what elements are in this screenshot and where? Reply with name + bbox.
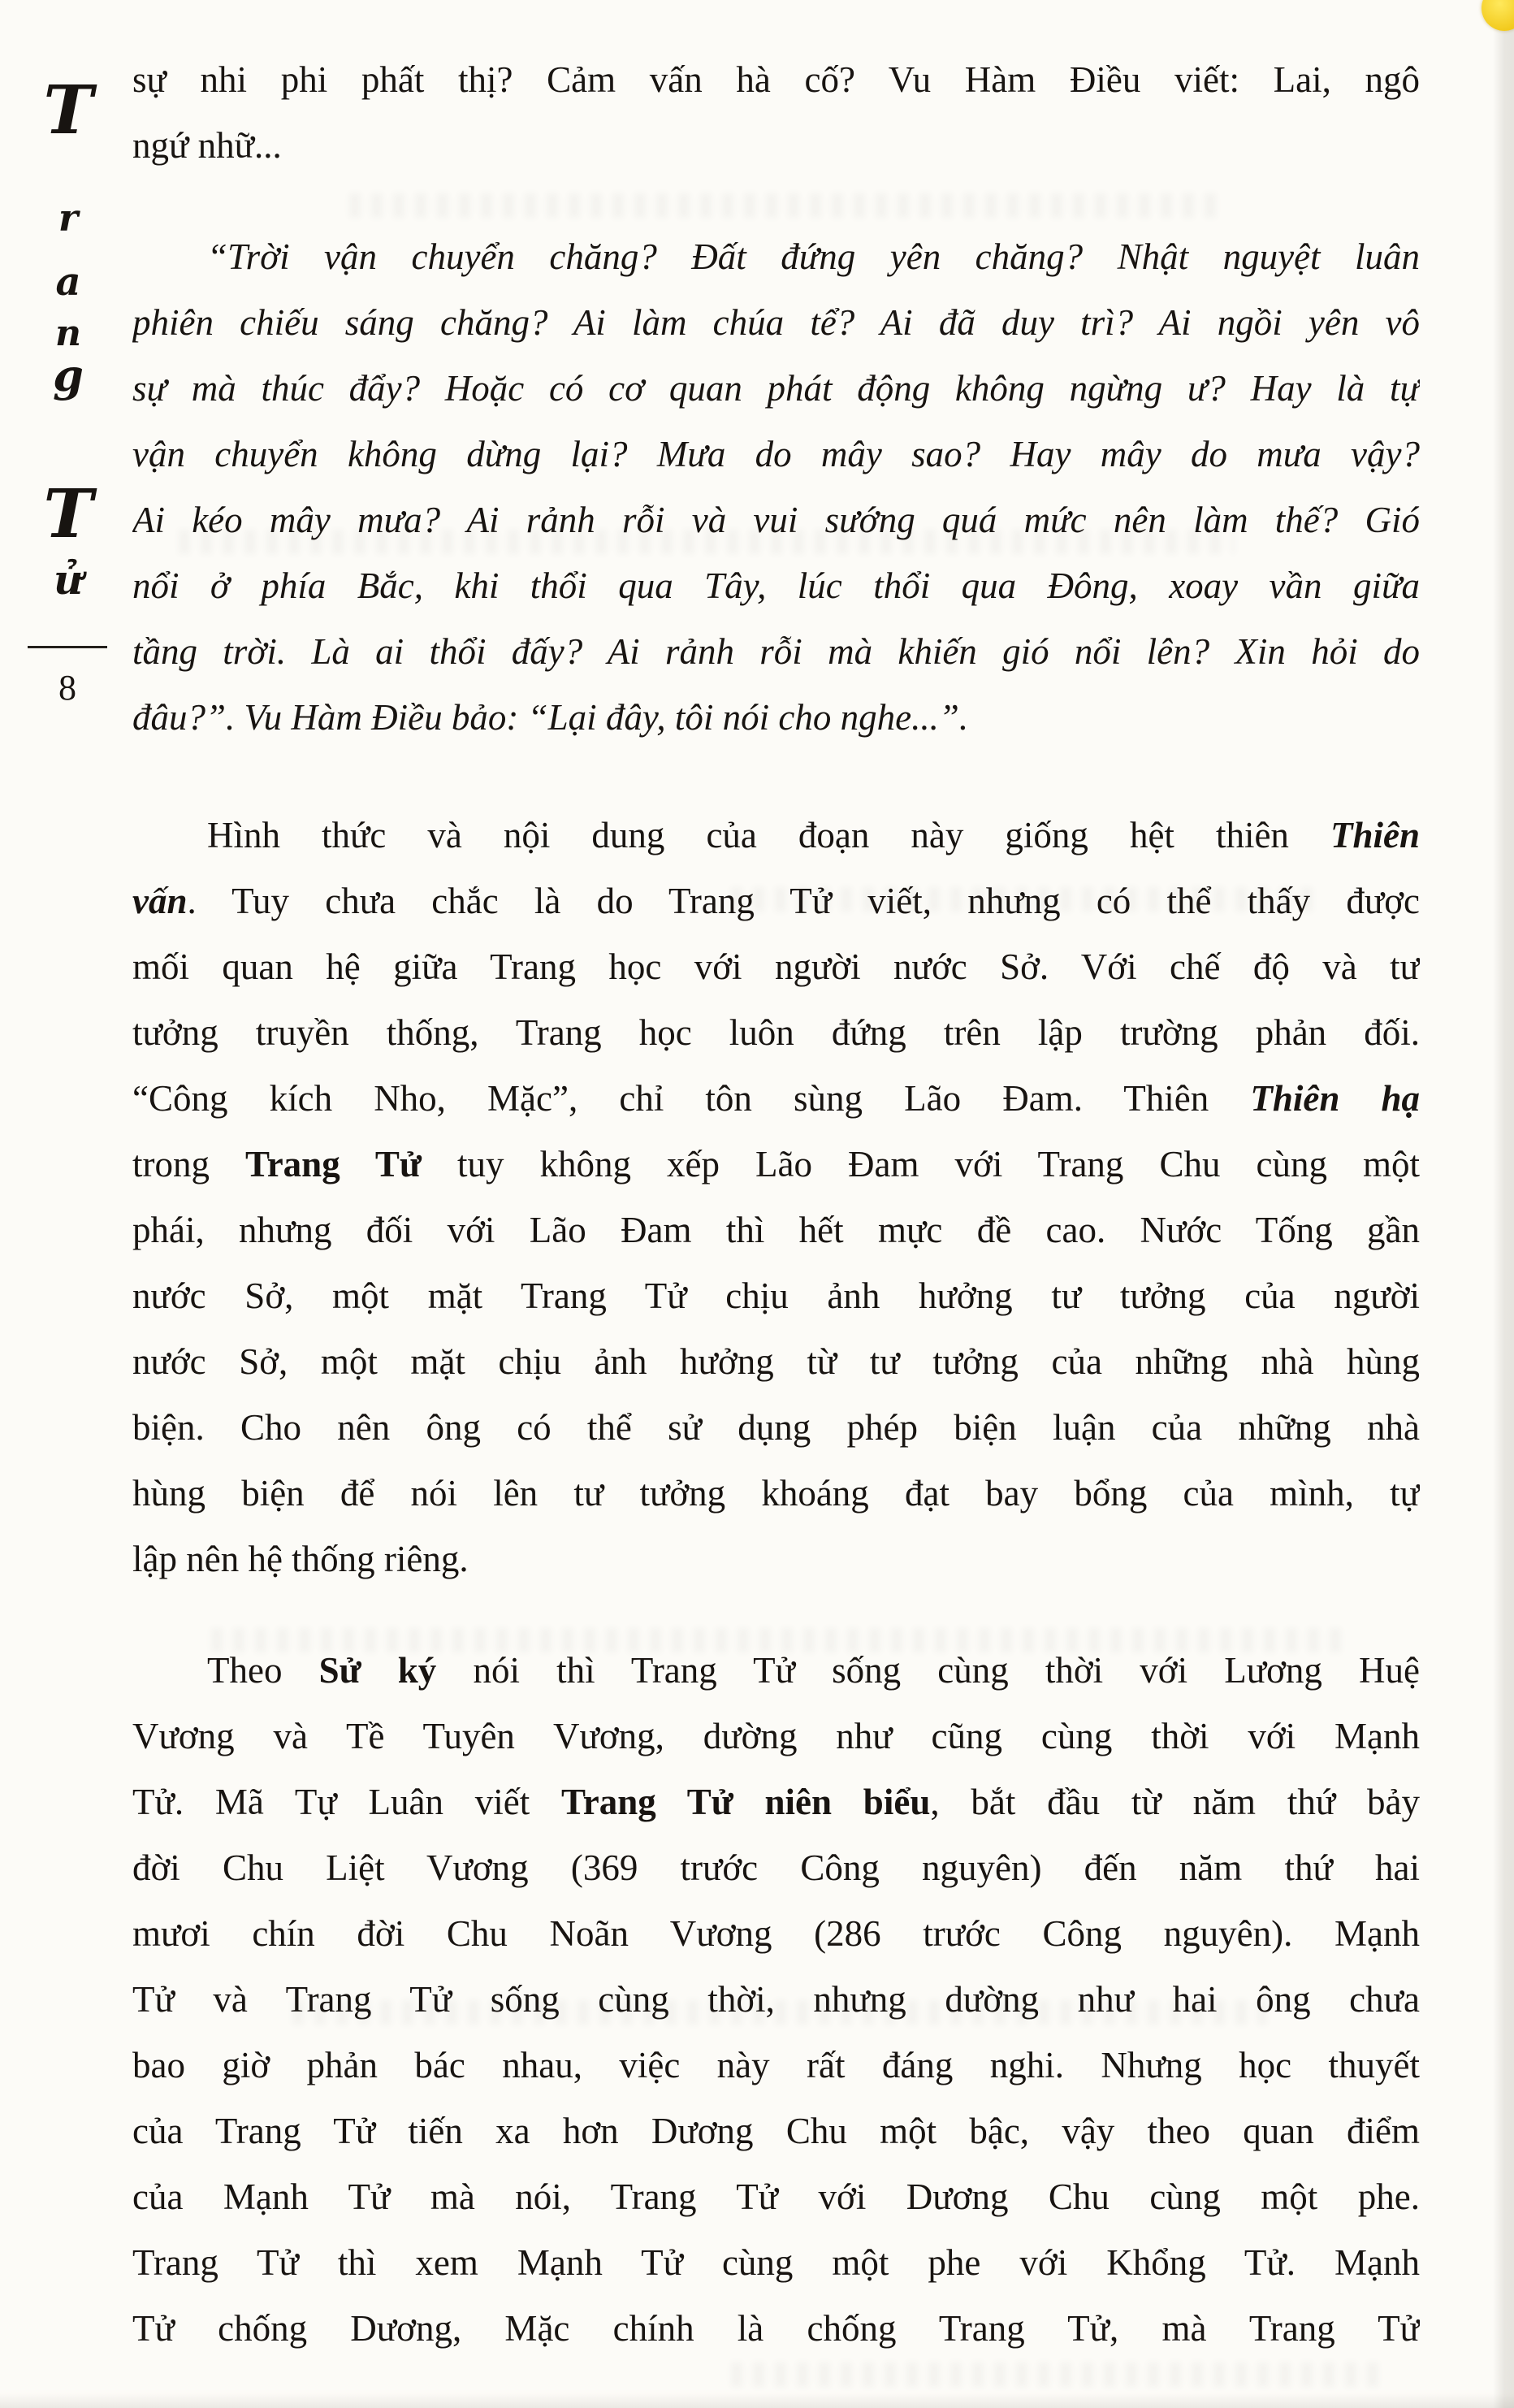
margin-title-letter: g: [53, 349, 84, 401]
text-run: Ai kéo mây mưa? Ai rảnh rỗi và vui sướng quá mức nên làm thế? Gió: [132, 500, 1420, 540]
text-line: [132, 2098, 1420, 2164]
emphasis-run: Trang Tử niên biểu: [561, 1782, 931, 1822]
text-run: của Trang Tử tiến xa hơn Dương Chu một bậc, vậy theo quan điểm: [132, 2111, 1420, 2151]
text-line: [132, 422, 1420, 487]
text-run: mươi chín đời Chu Noãn Vương (286 trước Công nguyên). Mạnh: [132, 1913, 1420, 1954]
text-run: sự mà thúc đẩy? Hoặc có cơ quan phát động không ngừng ư? Hay là tự: [132, 368, 1420, 409]
text-line: [132, 1263, 1420, 1329]
page-text-block: [132, 47, 1420, 2362]
paragraph-para-su-ky: [132, 1638, 1420, 2362]
text-run: Tử chống Dương, Mặc chính là chống Trang Tử, mà Trang Tử: [132, 2308, 1420, 2349]
text-run: bao giờ phản bác nhau, việc này rất đáng nghi. Nhưng học thuyết: [132, 2045, 1420, 2085]
paragraph-thien-van-quote: [132, 224, 1420, 751]
text-line: [132, 553, 1420, 619]
text-line: [132, 1198, 1420, 1263]
text-line: [132, 1835, 1420, 1901]
text-run: ngứ nhữ...: [132, 125, 282, 166]
text-run: Hình thức và nội dung của đoạn này giống hệt thiên: [207, 815, 1330, 855]
text-run: của Mạnh Tử mà nói, Trang Tử với Dương Chu cùng một phe.: [132, 2176, 1420, 2217]
text-line: [132, 1329, 1420, 1395]
text-line: [132, 224, 1420, 290]
text-run: nói thì Trang Tử sống cùng thời với Lương Huệ: [436, 1650, 1420, 1691]
text-line: [132, 1132, 1420, 1198]
paragraph-para-thien-van: [132, 803, 1420, 1592]
text-line: [132, 1395, 1420, 1461]
text-line: [132, 113, 1420, 179]
text-run: tuy không xếp Lão Đam với Trang Chu cùng một: [421, 1144, 1420, 1185]
margin-title-letter: n: [55, 313, 81, 354]
page-bottom-shadow: [0, 2393, 1514, 2408]
bleedthrough-smudge: [731, 2363, 1381, 2387]
text-run: mối quan hệ giữa Trang học với người nước Sở. Với chế độ và tư: [132, 946, 1420, 987]
text-line: [132, 1967, 1420, 2033]
emphasis-run: Trang Tử: [245, 1144, 422, 1185]
text-run: “Công kích Nho, Mặc”, chỉ tôn sùng Lão Đam. Thiên: [132, 1078, 1251, 1119]
text-run: Theo: [207, 1650, 319, 1691]
text-run: , bắt đầu từ năm thứ bảy: [930, 1782, 1420, 1822]
text-line: [132, 356, 1420, 422]
text-run: tưởng truyền thống, Trang học luôn đứng trên lập trường phản đối.: [132, 1012, 1420, 1053]
emphasis-run: Sử ký: [318, 1650, 437, 1691]
text-run: phái, nhưng đối với Lão Đam thì hết mực đề cao. Nước Tống gần: [132, 1210, 1420, 1250]
text-run: nước Sở, một mặt Trang Tử chịu ảnh hưởng tư tưởng của người: [132, 1275, 1420, 1316]
margin-title-letter: T: [43, 71, 93, 149]
emphasis-run: vấn: [132, 881, 188, 921]
page-edge-shadow: [1493, 0, 1514, 2408]
emphasis-run: Thiên hạ: [1250, 1078, 1420, 1119]
text-run: nước Sở, một mặt chịu ảnh hưởng từ tư tưởng của những nhà hùng: [132, 1341, 1420, 1382]
margin-title-letter: T: [43, 475, 93, 553]
text-line: [132, 1000, 1420, 1066]
text-run: Tử. Mã Tự Luân viết: [132, 1782, 562, 1822]
text-line: [132, 1901, 1420, 1967]
text-run: “Trời vận chuyển chăng? Đất đứng yên chăng? Nhật nguyệt luân: [207, 236, 1420, 277]
text-line: [132, 47, 1420, 113]
text-line: [132, 1704, 1420, 1769]
text-line: [132, 868, 1420, 934]
text-run: vận chuyển không dừng lại? Mưa do mây sao? Hay mây do mưa vậy?: [132, 434, 1420, 474]
text-run: lập nên hệ thống riêng.: [132, 1539, 469, 1579]
text-run: tầng trời. Là ai thổi đấy? Ai rảnh rỗi mà khiến gió nổi lên? Xin hỏi do: [132, 631, 1420, 672]
text-line: [132, 619, 1420, 685]
margin-title-letter: a: [55, 259, 81, 305]
text-run: biện. Cho nên ông có thể sử dụng phép biện luận của những nhà: [132, 1407, 1420, 1448]
text-line: [132, 2230, 1420, 2296]
text-line: [132, 2164, 1420, 2230]
text-run: sự nhi phi phất thị? Cảm vấn hà cố? Vu Hàm Điều viết: Lai, ngô: [132, 59, 1420, 100]
text-run: . Tuy chưa chắc là do Trang Tử viết, nhưng có thể thấy được: [187, 881, 1420, 921]
text-run: phiên chiếu sáng chăng? Ai làm chúa tể? Ai đã duy trì? Ai ngồi yên vô: [132, 302, 1420, 343]
margin-running-title: [23, 71, 114, 743]
text-line: [132, 1066, 1420, 1132]
emphasis-run: Thiên: [1330, 815, 1420, 855]
text-run: nổi ở phía Bắc, khi thổi qua Tây, lúc thổi qua Đông, xoay vần giữa: [132, 565, 1420, 606]
text-run: đâu?”. Vu Hàm Điều bảo: “Lại đây, tôi nói cho nghe...”.: [132, 697, 969, 738]
text-run: hùng biện để nói lên tư tưởng khoáng đạt bay bổng của mình, tự: [132, 1473, 1420, 1514]
text-line: [132, 934, 1420, 1000]
text-line: [132, 1527, 1420, 1592]
margin-divider-rule: [28, 646, 107, 648]
text-line: [132, 1769, 1420, 1835]
text-line: [132, 1638, 1420, 1704]
text-line: [132, 290, 1420, 356]
text-line: [132, 1461, 1420, 1527]
text-line: [132, 803, 1420, 868]
text-run: trong: [132, 1144, 246, 1185]
margin-title-letter: r: [58, 196, 79, 240]
page-number: 8: [58, 668, 76, 708]
text-run: Vương và Tề Tuyên Vương, dường như cũng cùng thời với Mạnh: [132, 1716, 1420, 1756]
margin-title-letter: ử: [53, 556, 84, 604]
text-line: [132, 2296, 1420, 2362]
paragraph-continuation: [132, 47, 1420, 179]
text-line: [132, 2033, 1420, 2098]
text-line: [132, 487, 1420, 553]
text-run: Tử và Trang Tử sống cùng thời, nhưng dường như hai ông chưa: [132, 1979, 1420, 2020]
text-run: đời Chu Liệt Vương (369 trước Công nguyên) đến năm thứ hai: [132, 1847, 1420, 1888]
text-line: [132, 685, 1420, 751]
sticky-note: [1482, 0, 1514, 31]
text-run: Trang Tử thì xem Mạnh Tử cùng một phe với Khổng Tử. Mạnh: [132, 2242, 1420, 2283]
